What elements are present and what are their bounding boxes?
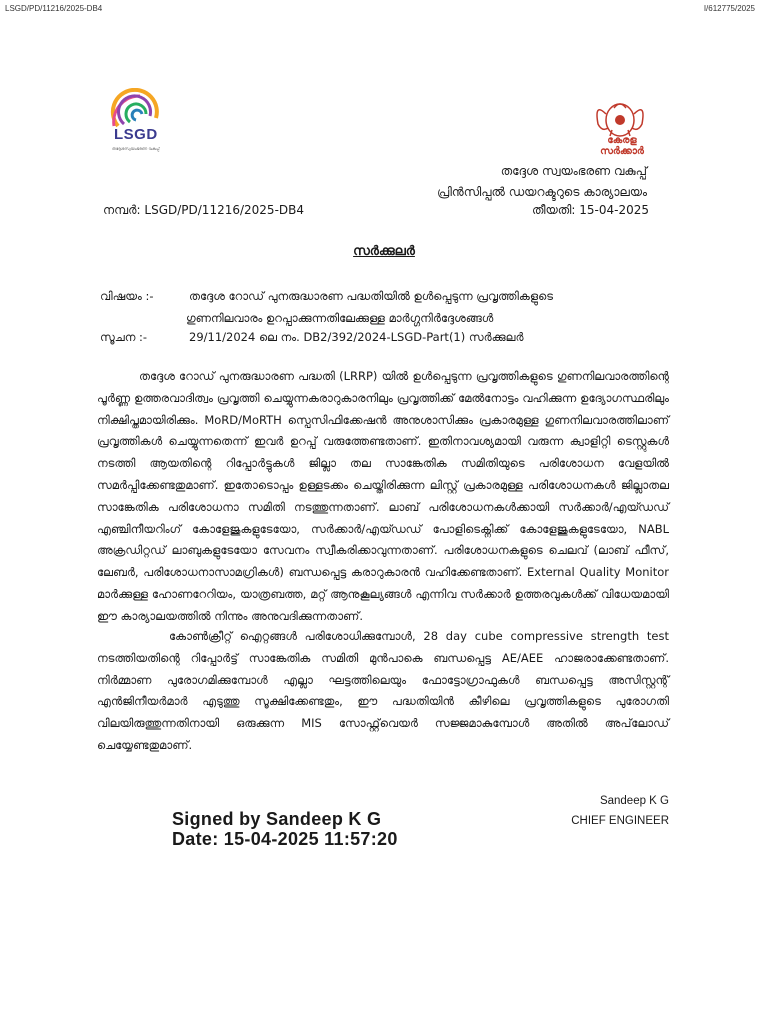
reference-number-value: LSGD/PD/11216/2025-DB4 bbox=[144, 203, 305, 217]
lsgd-logo-subtext: തദ്ദേശസ്വയംഭരണ വകുപ്പ് bbox=[112, 146, 160, 151]
reference-number bbox=[103, 203, 304, 218]
reference-number-label: നമ്പർ: bbox=[103, 203, 141, 217]
body-paragraph-2: കോൺക്രീറ്റ് ഐറ്റങ്ങൾ പരിശോധിക്കുമ്പോൾ, 28 day cube compressive strength test നടത്തിയതിന്റെ റിപ്പോർട്ട് സാങ്കേതിക സമിതി മുൻപാകെ ബന്ധപ്പെട്ട AE/AEE ഹാജരാക്കേണ്ടതാണ്. നിർമ്മാണ പുരോഗമിക്കുമ്പോൾ എല്ലാ ഘട്ടത്തിലെയും ഫോട്ടോഗ്രാഫുകൾ ബന്ധപ്പെട്ട അസിസ്റ്റന്റ് എൻജിനീയർമാർ എടുത്തു സൂക്ഷിക്കേണ്ടതും, ഈ പദ്ധതിയിൻ കീഴിലെ പ്രവൃത്തികളുടെ പുരോഗതി വിലയിരുത്തുന്നതിനായി ഒരുക്കുന്ന MIS സോഫ്റ്റ്‌വെയർ സജ്ജമാകുമ്പോൾ അതിൽ അപ്‌ലോഡ് ചെയ്യേണ്ടതുമാണ്. bbox=[97, 629, 669, 752]
subject-label: വിഷയം :- bbox=[100, 289, 154, 303]
office-name-line2: പ്രിൻസിപ്പൽ ഡയറക്ടറുടെ കാര്യാലയം bbox=[437, 185, 647, 199]
digital-signature-line2: Date: 15-04-2025 11:57:20 bbox=[172, 829, 398, 849]
digital-signature-line1: Signed by Sandeep K G bbox=[172, 809, 382, 829]
emblem-caption: കേരള സർക്കാർ bbox=[600, 135, 644, 157]
reference-date-value: 15-04-2025 bbox=[579, 203, 649, 217]
reference-text: 29/11/2024 ലെ നം. DB2/392/2024-LSGD-Part(1) സർക്കുലർ bbox=[189, 330, 524, 344]
signer-name: Sandeep K G bbox=[599, 795, 669, 807]
reference-label: സൂചന :- bbox=[100, 330, 148, 344]
header-ref-right: I/612775/2025 bbox=[703, 4, 755, 13]
signer-designation: CHIEF ENGINEER bbox=[571, 815, 669, 827]
office-name-line1: തദ്ദേശ സ്വയംഭരണ വകുപ്പ് bbox=[500, 164, 647, 178]
subject-line2: ഗുണനിലവാരം ഉറപ്പാക്കുന്നതിലേക്കുള്ള മാർഗ്ഗനിർദ്ദേശങ്ങൾ bbox=[186, 311, 494, 325]
reference-date bbox=[532, 203, 649, 218]
body-paragraph-1: തദ്ദേശ റോഡ് പുനരുദ്ധാരണ പദ്ധതി (LRRP) യിൽ ഉൾപ്പെടുന്ന പ്രവൃത്തികളുടെ ഗുണനിലവാരത്തിന്റെ പൂർണ്ണ ഉത്തരവാദിത്വം പ്രവൃത്തി ചെയ്യുന്നകരാറുകാരനിലും പ്രവൃത്തിക്ക് മേൽനോട്ടം വഹിക്കുന്ന ഉദ്യോഗസ്ഥരിലും നിക്ഷിപ്തമായിരിക്കും. MoRD/MoRTH സ്പെസിഫിക്കേഷൻ അനുശാസിക്കും പ്രകാരമുള്ള ഗുണനിലവാരത്തിലാണ് പ്രവൃത്തികൾ ചെയ്യുന്നതെന്ന് ഇവർ ഉറപ്പ് വരുത്തേണ്ടതാണ്. ഇതിനാവശ്യമായി വരുന്ന ക്വാളിറ്റി ടെസ്റ്റുകൾ നടത്തി ആയതിന്റെ റിപ്പോർട്ടുകൾ ജില്ലാ തല സാങ്കേതിക സമിതിയുടെ പരിശോധന വേളയിൽ സമർപ്പിക്കേണ്ടതുമാണ്. ഇതോടൊപ്പം ഉള്ളടക്കം ചെയ്തിരിക്കുന്ന ലിസ്റ്റ് പ്രകാരമുള്ള പരിശോധനകൾ ജില്ലാതല സാങ്കേതിക പരിശോധനാ സമിതി നടത്തുന്നതാണ്. ലാബ് പരിശോധനകൾക്കായി സർക്കാർ/എയ്ഡഡ് എഞ്ചിനീയറിംഗ് കോളേജുകളുടേയോ, സർക്കാർ/എയ്ഡഡ് പോളിടെക്നിക്ക് കോളേജുകളുടേയോ, NABL അക്രഡിറ്റഡ് ലാബുകളുടേയോ സേവനം സ്വീകരിക്കാവുന്നതാണ്. പരിശോധനകളുടെ ചെലവ് (ലാബ് ഫീസ്, ലേബർ, പരിശോധനാസാമഗ്രികൾ) ബന്ധപ്പെട്ട കരാറുകാരൻ വഹിക്കേണ്ടതാണ്. External Quality Monitor മാർക്കുള്ള ഹോണറേറിയം, യാത്രബത്ത, മറ്റ് ആനുകൂല്യങ്ങൾ എന്നിവ സർക്കാർ ഉത്തരവുകൾക്ക് വിധേയമായി ഈ കാര്യാലയത്തിൽ നിന്നും അനുവദിക്കുന്നതാണ്. bbox=[97, 369, 669, 623]
lsgd-logo-text: LSGD bbox=[114, 126, 158, 143]
subject-line1: തദ്ദേശ റോഡ് പുനരുദ്ധാരണ പദ്ധതിയിൽ ഉൾപ്പെടുന്ന പ്രവൃത്തികളുടെ bbox=[189, 289, 554, 303]
reference-date-label: തീയതി: bbox=[531, 203, 576, 217]
document-title: സർക്കുലർ bbox=[353, 244, 415, 259]
lsgd-logo bbox=[100, 88, 210, 180]
header-ref-left: LSGD/PD/11216/2025-DB4 bbox=[5, 4, 103, 13]
